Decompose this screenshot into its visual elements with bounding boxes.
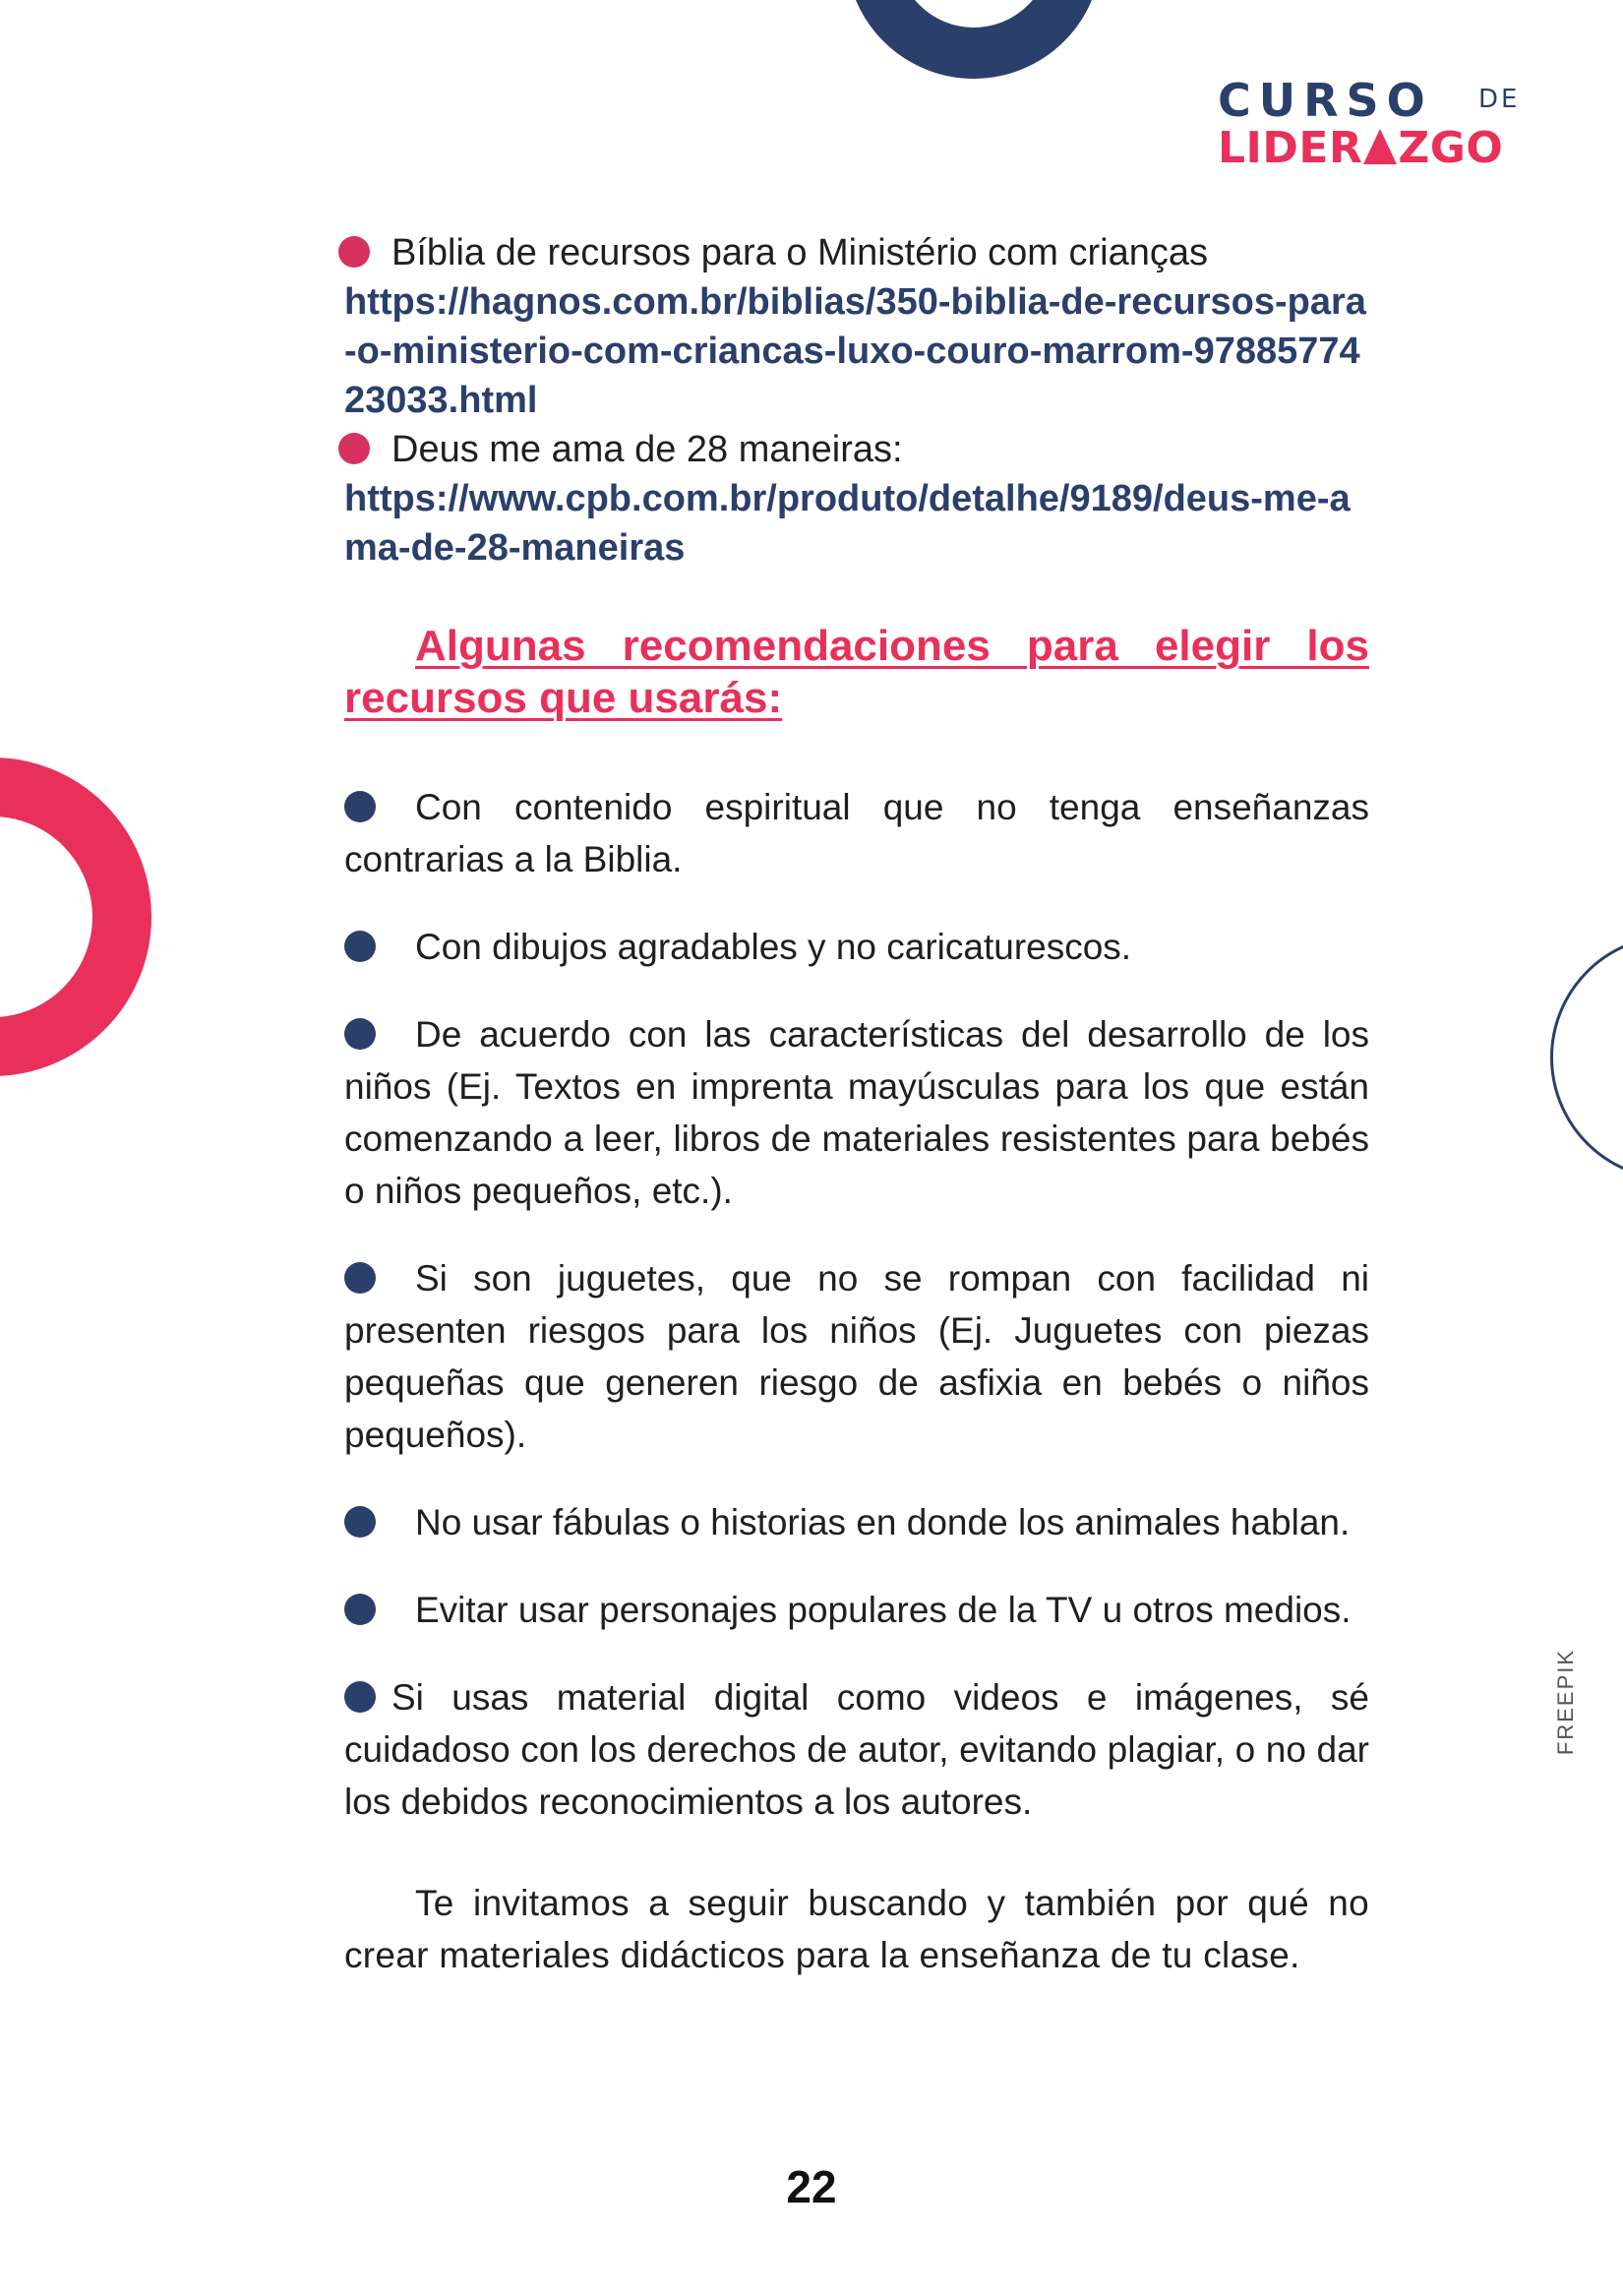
resource-entry bbox=[344, 425, 1369, 573]
bullet-icon bbox=[344, 1506, 376, 1538]
bullet-icon bbox=[344, 931, 376, 962]
resource-title: Bíblia de recursos para o Ministério com crianças bbox=[391, 232, 1209, 273]
bullet-icon bbox=[344, 1262, 376, 1294]
section-heading bbox=[344, 620, 1369, 724]
logo-word-curso: CURSO bbox=[1218, 74, 1433, 127]
resource-entry bbox=[344, 228, 1369, 425]
list-item: De acuerdo con las características del desarrollo de los niños (Ej. Textos en imprenta mayúsculas para los que están comenzando a leer, libros de materiales resistentes para bebés o niños pequeños, etc.). bbox=[344, 1014, 1369, 1211]
decorative-ring-right bbox=[1550, 935, 1623, 1180]
bullet-icon bbox=[344, 1594, 376, 1625]
logo-word-liderazgo bbox=[1218, 124, 1503, 173]
closing-paragraph: Te invitamos a seguir buscando y también por qué no crear materiales didácticos para la enseñanza de tu clase. bbox=[344, 1883, 1369, 1975]
bullet-icon bbox=[344, 1018, 376, 1050]
page-content bbox=[344, 228, 1369, 1981]
resource-link[interactable]: https://www.cpb.com.br/produto/detalhe/9189/deus-me-ama-de-28-maneiras bbox=[344, 478, 1351, 569]
list-item: Con dibujos agradables y no caricaturescos. bbox=[344, 921, 1369, 973]
list-item: Si son juguetes, que no se rompan con facilidad ni presenten riesgos para los niños (Ej. Juguetes con piezas pequeñas que generen riesgo de asfixia en bebés o niños pequeños). bbox=[344, 1258, 1369, 1455]
list-item: No usar fábulas o historias en donde los animales hablan. bbox=[344, 1496, 1369, 1548]
logo-curso-de-liderazgo bbox=[1218, 75, 1533, 173]
logo-zgo-text: ZGO bbox=[1398, 123, 1504, 173]
bullet-icon bbox=[338, 236, 370, 268]
logo-word-de: DE bbox=[1478, 85, 1521, 114]
decorative-ring-left bbox=[0, 757, 151, 1076]
list-item: Evitar usar personajes populares de la TV u otros medios. bbox=[344, 1584, 1369, 1636]
resource-link[interactable]: https://hagnos.com.br/biblias/350-biblia-de-recursos-para-o-ministerio-com-criancas-luxo-couro-marrom-9788577423033.html bbox=[344, 281, 1366, 421]
bullet-icon bbox=[338, 433, 370, 464]
section-heading-text: Algunas recomendaciones para elegir los recursos que usarás: bbox=[344, 622, 1369, 722]
recommendations-list bbox=[344, 781, 1369, 1828]
bullet-icon bbox=[344, 791, 376, 822]
logo-triangle-a-icon bbox=[1363, 129, 1397, 164]
page-number: 22 bbox=[786, 2161, 837, 2212]
decorative-ring-top bbox=[846, 0, 1102, 79]
logo-lider-text: LIDER bbox=[1218, 123, 1363, 173]
image-credit: FREEPIK bbox=[1553, 1648, 1578, 1756]
bullet-icon bbox=[344, 1681, 376, 1713]
list-item: Si usas material digital como videos e imágenes, sé cuidadoso con los derechos de autor, evitando plagiar, o no dar los debidos reconocimientos a los autores. bbox=[344, 1677, 1369, 1822]
list-item: Con contenido espiritual que no tenga enseñanzas contrarias a la Biblia. bbox=[344, 787, 1369, 879]
resource-title: Deus me ama de 28 maneiras: bbox=[391, 429, 903, 470]
